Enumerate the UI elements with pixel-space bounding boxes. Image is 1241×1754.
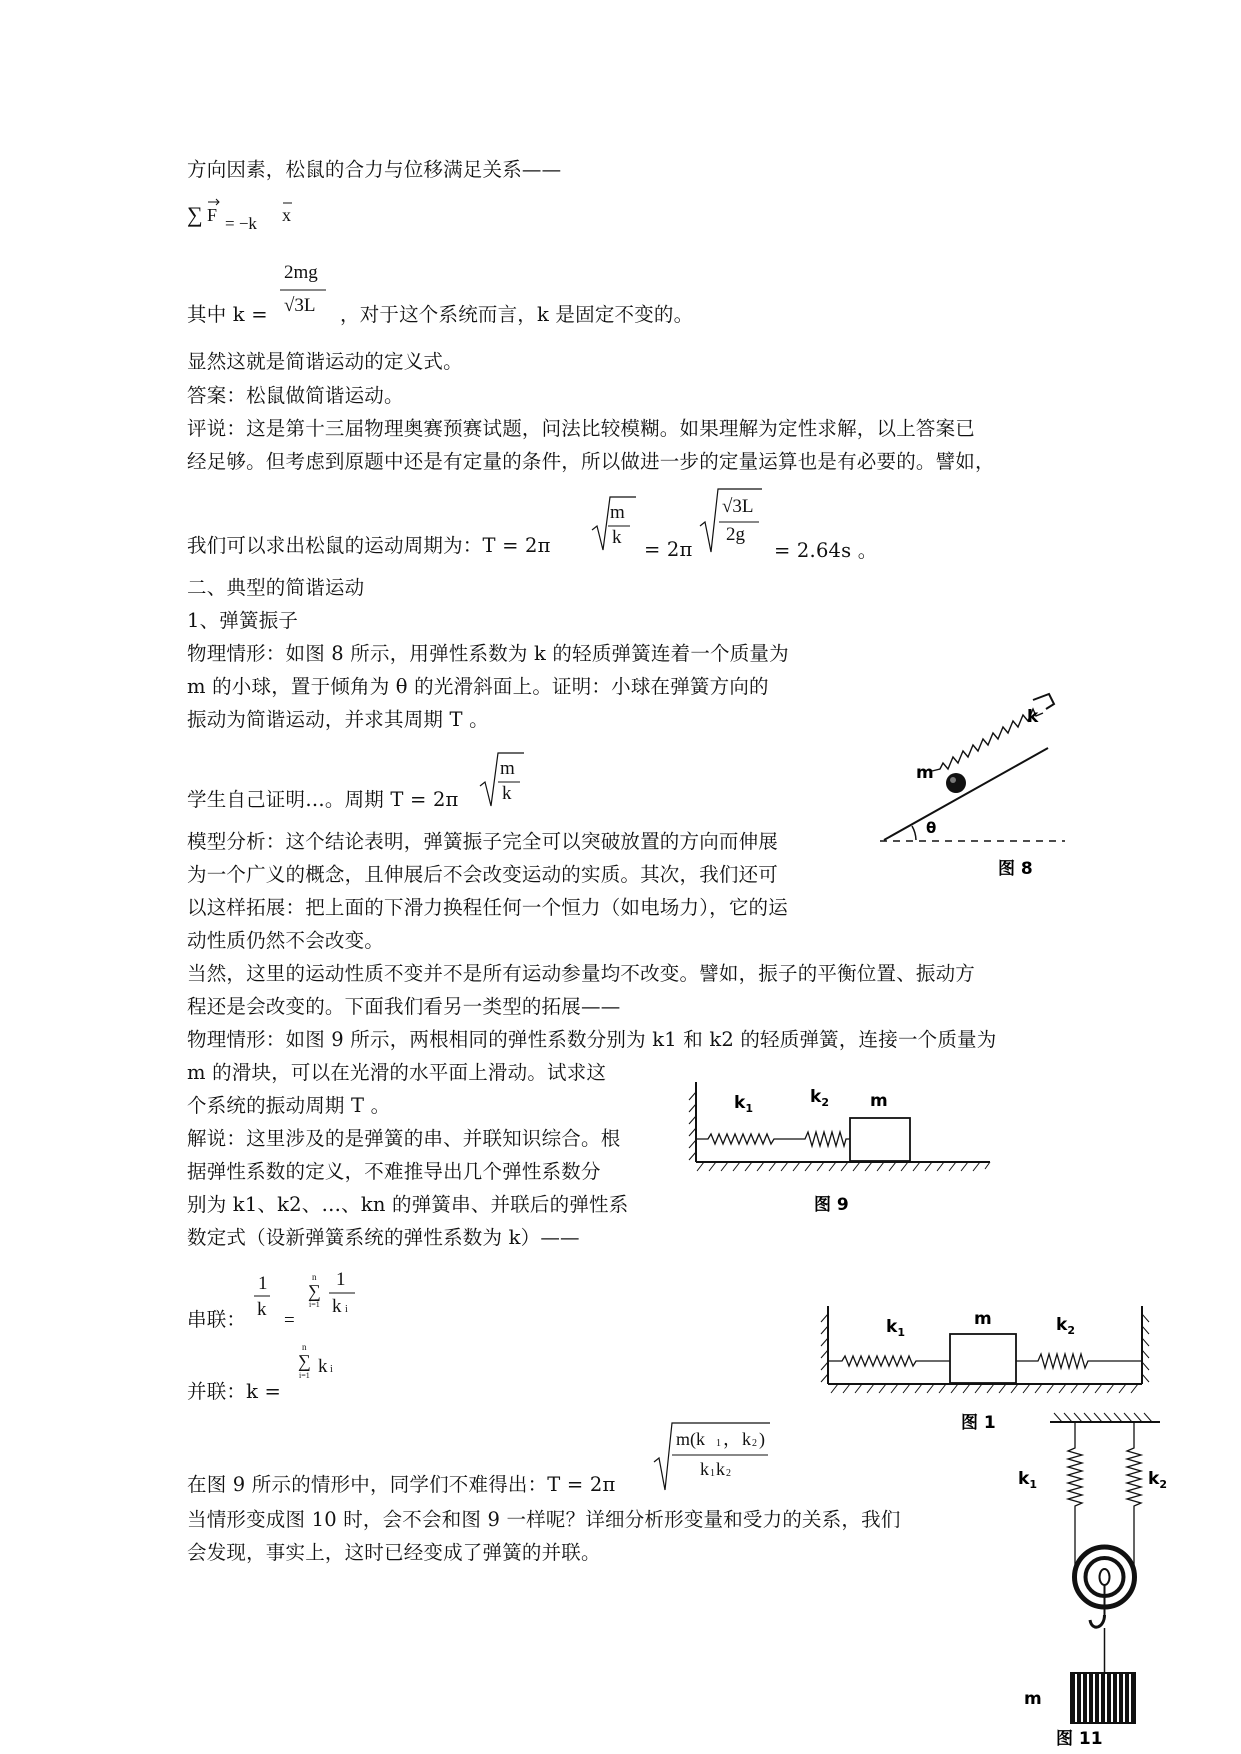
numerator-close: ) [759,1429,765,1449]
subsection-heading: 1、弹簧振子 [187,609,299,632]
numerator-m: m [500,758,515,779]
numerator-one: 1 [258,1273,268,1294]
figure-9 [688,1070,993,1218]
text-line: 会发现，事实上，这时已经变成了弹簧的并联。 [187,1541,601,1564]
text-line: 动性质仍然不会改变。 [187,929,385,952]
sum-upper-n: n [302,1342,307,1352]
sum-symbol: ∑ [298,1351,311,1371]
numerator-comma: ， [723,1429,741,1449]
force-symbol: F [207,205,218,225]
text-line: m 的小球，置于倾角为 θ 的光滑斜面上。证明：小球在弹簧方向的 [187,675,769,698]
fraction-denominator: √3L [284,295,316,316]
label-k2: $k_2$ [1056,1315,1075,1337]
text-line: 以这样拓展：把上面的下滑力换程任何一个恒力（如电场力），它的运 [187,896,788,919]
text-line: 据弹性系数的定义，不难推导出几个弹性系数分 [187,1160,601,1183]
text-line: = 2π [644,538,693,561]
numerator-one: 1 [336,1269,346,1290]
text-line: 物理情形：如图 8 所示，用弹性系数为 k 的轻质弹簧连着一个质量为 [187,642,789,665]
subscript-i: i [330,1364,333,1375]
vector-arrow-icon [207,198,221,206]
fraction-numerator: 2mg [284,262,318,283]
text-line: 物理情形：如图 9 所示，两根相同的弹性系数分别为 k1 和 k2 的轻质弹簧，连接一个质量为 [187,1028,997,1051]
text-line: 个系统的振动周期 T 。 [187,1094,391,1117]
sum-upper-n: n [312,1272,317,1282]
text-line: 程还是会改变的。下面我们看另一类型的拓展—— [187,995,621,1018]
text-line: 数定式（设新弹簧系统的弹性系数为 k）—— [187,1226,580,1249]
subscript-2: 2 [726,1468,731,1479]
numerator-m-open: m(k [676,1429,705,1449]
fraction-bar [254,1295,270,1297]
displacement-symbol: x [282,205,291,225]
text-line: 学生自己证明…。周期 T = 2π [187,788,459,811]
caption-fig11: 图 11 [1056,1729,1103,1749]
spring-k2 [1016,1354,1142,1368]
label-k2: $k_2$ [810,1087,829,1109]
denominator-k2: k [716,1459,725,1479]
label-m: m [870,1091,888,1111]
text-line: 评说：这是第十三届物理奥赛预赛试题，问法比较模糊。如果理解为定性求解，以上答案已 [187,417,976,440]
text-line: ，对于这个系统而言，k 是固定不变的。 [340,303,694,326]
numerator-sqrt3L: √3L [722,496,754,517]
subscript-1: 1 [710,1468,715,1479]
label-k: k [1027,707,1039,727]
text-line: = 2.64s 。 [774,539,878,562]
numerator-m: m [610,502,625,523]
eq-neg-k: = −k [225,214,257,233]
denominator-ki: k [332,1296,342,1317]
text-line: 我们可以求出松鼠的运动周期为：T = 2π [187,534,551,557]
label-k1: $k_1$ [886,1317,905,1339]
text-line: 串联： [187,1308,247,1331]
text-line: 当情形变成图 10 时，会不会和图 9 一样呢？详细分析形变量和受力的关系，我们 [187,1508,901,1531]
spring-k1 [828,1356,950,1366]
sum-lower-i1: i=1 [309,1300,320,1309]
subscript-1: 1 [716,1438,721,1449]
fraction-bar [280,289,326,291]
numerator-k2: k [742,1429,751,1449]
text-line: 显然这就是简谐运动的定义式。 [187,350,463,373]
term-k: k [318,1356,328,1377]
radical-sign-icon [654,1422,770,1492]
denominator-k: k [257,1299,267,1320]
text-line: 为一个广义的概念，且伸展后不会改变运动的实质。其次，我们还可 [187,863,779,886]
text-line: 经足够。但考虑到原题中还是有定量的条件，所以做进一步的定量运算也是有必要的。譬如， [187,450,995,473]
text-line: 解说：这里涉及的是弹簧的串、并联知识综合。根 [187,1127,621,1150]
caption-fig10: 图 1 [961,1413,996,1433]
sum-symbol: ∑ [187,202,203,227]
caption-fig9: 图 9 [814,1195,849,1215]
label-k1: $k_1$ [734,1093,753,1115]
text-line: 模型分析：这个结论表明，弹簧振子完全可以突破放置的方向而伸展 [187,830,779,853]
label-m: m [1024,1689,1042,1709]
label-m: m [916,763,934,783]
figure-11 [1010,1410,1190,1749]
text-line: 当然，这里的运动性质不变并不是所有运动参量均不改变。譬如，振子的平衡位置、振动方 [187,962,976,985]
label-theta: θ [926,819,937,837]
spring-k1 [1068,1422,1082,1575]
sum-symbol: ∑ [308,1281,321,1301]
spring-k2 [1127,1422,1141,1575]
section-heading: 二、典型的简谐运动 [187,576,365,599]
sum-lower-i1: i=1 [299,1371,310,1380]
fraction-bar [719,521,759,523]
text-line: 其中 k = [187,303,268,326]
text-line: 方向因素，松鼠的合力与位移满足关系—— [187,158,562,181]
vector-bar-icon [283,200,293,206]
text-line: 并联：k = [187,1380,282,1403]
figure-8 [880,660,1080,880]
caption-fig8: 图 8 [998,859,1033,879]
equals-sign: = [284,1310,295,1331]
fraction-bar [329,1292,355,1294]
spring-k1 [696,1134,796,1144]
subscript-i: i [345,1304,348,1315]
denominator-k: k [612,527,622,548]
subscript-2: 2 [752,1438,757,1449]
spring-k2 [796,1132,850,1146]
label-k2: $k_2$ [1148,1469,1167,1491]
text-line: 振动为简谐运动，并求其周期 T 。 [187,708,489,731]
label-k1: $k_1$ [1018,1469,1037,1491]
denominator-k1: k [700,1459,709,1479]
denominator-2g: 2g [726,524,745,545]
text-line: m 的滑块，可以在光滑的水平面上滑动。试求这 [187,1061,607,1084]
fraction-bar [672,1454,768,1456]
denominator-k: k [502,783,512,804]
text-line: 别为 k1、k2、…、kn 的弹簧串、并联后的弹性系 [187,1193,629,1216]
text-line: 答案：松鼠做简谐运动。 [187,384,404,407]
text-line: 在图 9 所示的情形中，同学们不难得出：T = 2π [187,1473,616,1496]
label-m: m [974,1309,992,1329]
